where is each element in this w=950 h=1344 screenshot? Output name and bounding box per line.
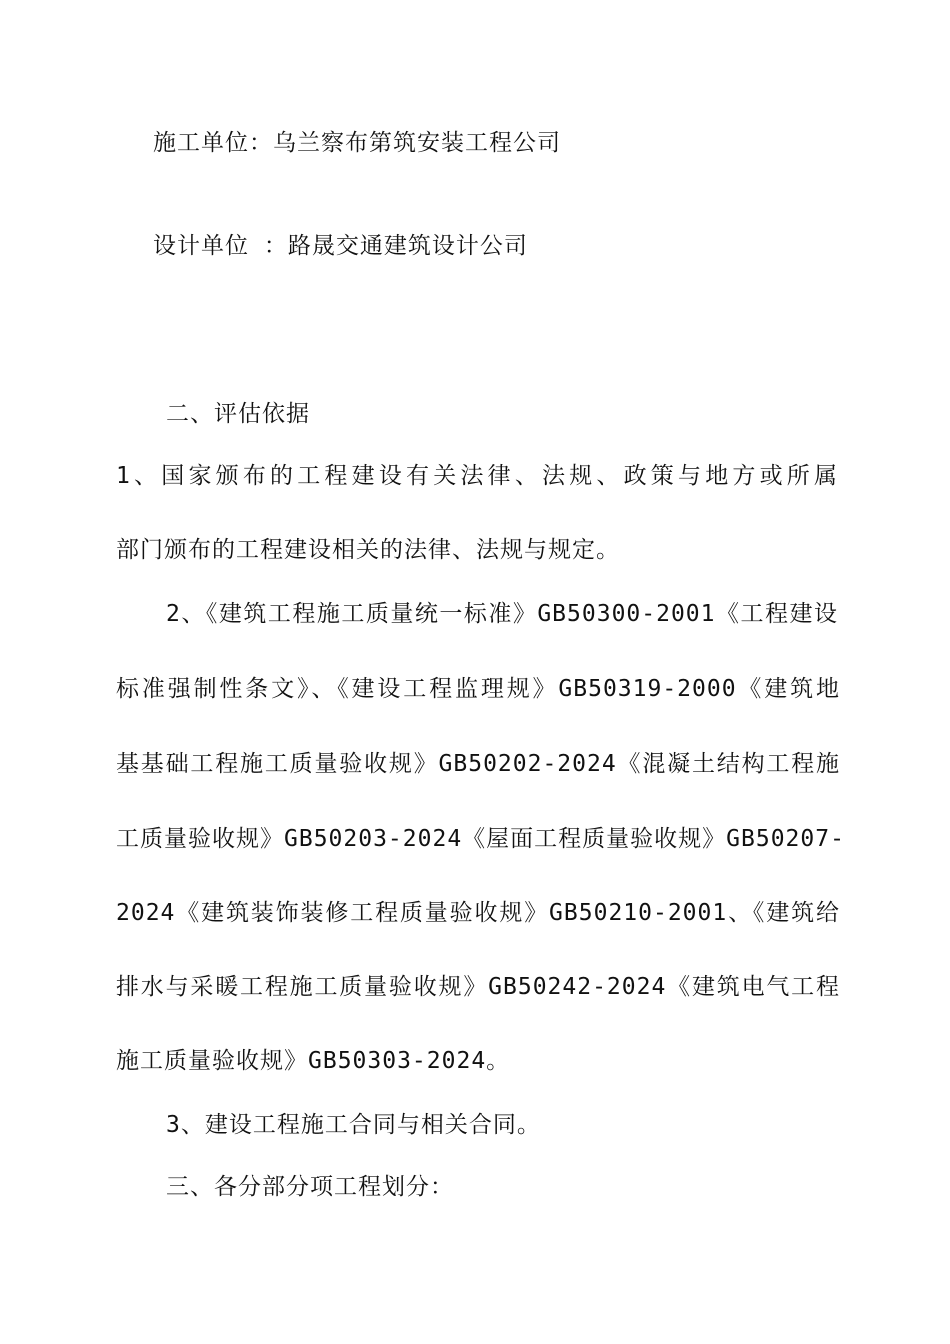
item-2-line-4: 工质量验收规》GB50203-2024《屋面工程质量验收规》GB50207- xyxy=(116,826,845,852)
item-2-line-3: 基基础工程施工质量验收规》GB50202-2024《混凝土结构工程施 xyxy=(116,751,840,777)
item-3: 3、建设工程施工合同与相关合同。 xyxy=(166,1112,541,1138)
section-3-heading: 三、各分部分项工程划分： xyxy=(166,1174,454,1200)
item-1-line-1: 1、国家颁布的工程建设有关法律、法规、政策与地方或所属 xyxy=(116,463,838,489)
section-2-heading: 二、评估依据 xyxy=(166,401,310,427)
item-2-line-7: 施工质量验收规》GB50303-2024。 xyxy=(116,1048,511,1074)
item-2-line-1: 2、《建筑工程施工质量统一标准》GB50300-2001《工程建设 xyxy=(166,601,838,627)
construction-unit: 施工单位：乌兰察布第筑安装工程公司 xyxy=(153,130,561,156)
item-1-line-2: 部门颁布的工程建设相关的法律、法规与规定。 xyxy=(116,537,620,563)
item-2-line-6: 排水与采暖工程施工质量验收规》GB50242-2024《建筑电气工程 xyxy=(116,974,840,1000)
item-2-line-2: 标准强制性条文》、《建设工程监理规》GB50319-2000《建筑地 xyxy=(116,676,840,702)
design-unit: 设计单位 ：路晟交通建筑设计公司 xyxy=(153,233,528,259)
item-2-line-5: 2024《建筑装饰装修工程质量验收规》GB50210-2001、《建筑给 xyxy=(116,900,840,926)
